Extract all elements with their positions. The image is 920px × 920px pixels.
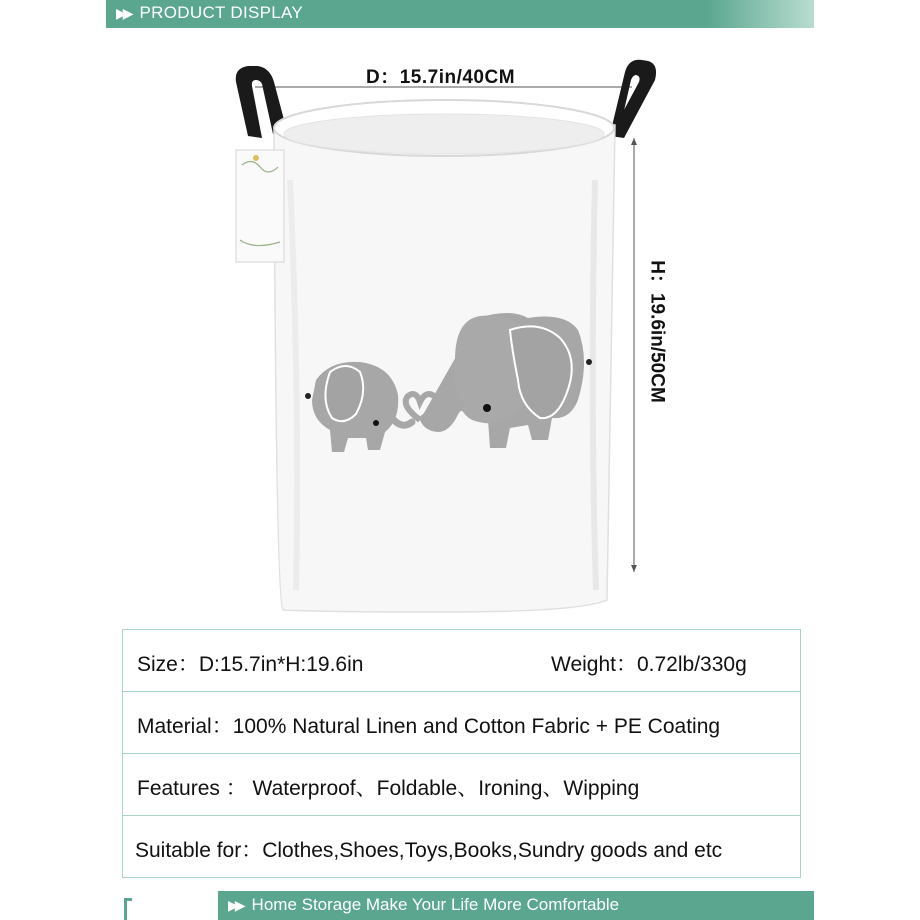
- diameter-label: D：15.7in/40CM: [366, 67, 516, 88]
- spec-table: [122, 629, 801, 878]
- spec-row-size: [123, 630, 800, 692]
- footer-title-text: Home Storage Make Your Life More Comfortable: [251, 895, 620, 914]
- height-label: H：19.6in/50CM: [646, 260, 668, 403]
- header-title-text: PRODUCT DISPLAY: [139, 3, 304, 22]
- spec-row-features: [123, 754, 800, 816]
- spec-row-material: [123, 692, 800, 754]
- suitable-text: Suitable for：Clothes,Shoes,Toys,Books,Sundry goods and etc: [135, 839, 723, 862]
- footer-title: [228, 895, 619, 915]
- spec-row-suitable: [123, 816, 800, 877]
- footer-bar: [218, 891, 814, 920]
- material-text: Material：100% Natural Linen and Cotton Fabric + PE Coating: [137, 715, 721, 738]
- corner-mark: [124, 898, 132, 920]
- size-text: Size：D:15.7in*H:19.6in: [137, 653, 364, 676]
- features-text: Features ： Waterproof、Foldable、Ironing、Wipping: [137, 777, 640, 800]
- double-arrow-icon: ▶▶: [116, 5, 130, 21]
- weight-text: Weight：0.72lb/330g: [551, 653, 747, 676]
- double-arrow-icon: ▶▶: [228, 897, 242, 913]
